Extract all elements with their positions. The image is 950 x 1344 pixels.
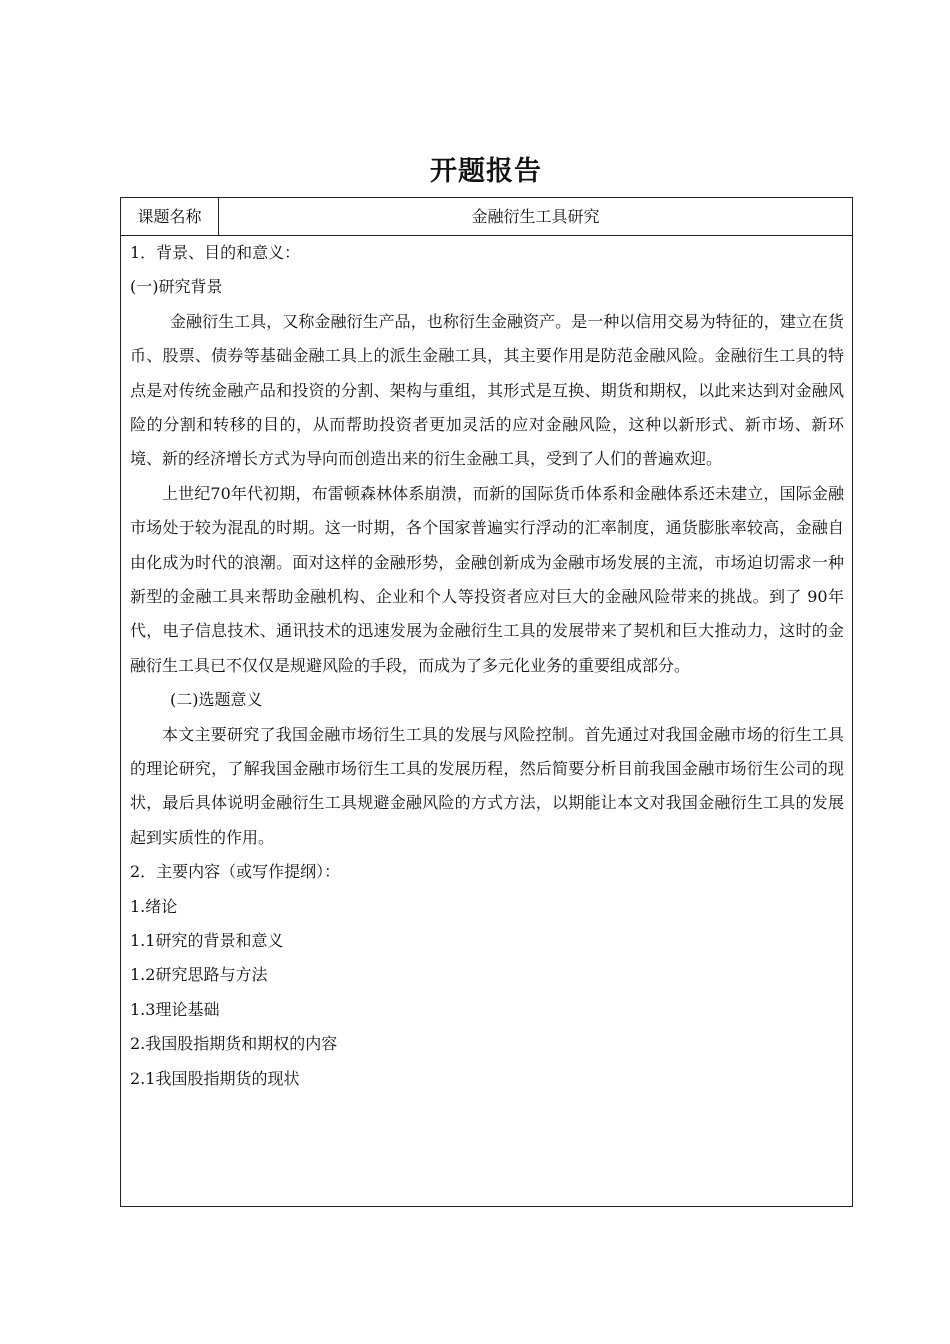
document-title: 开题报告: [430, 156, 542, 187]
significance-subheading: (二)选题意义: [170, 690, 263, 710]
outline-item: 1.2研究思路与方法: [130, 965, 268, 985]
outline-item: 2.1我国股指期货的现状: [130, 1068, 300, 1088]
outline-item: 1.绪论: [130, 896, 178, 916]
background-paragraph-1: 金融衍生工具，又称金融衍生产品，也称衍生金融资产。是一种以信用交易为特征的，建立在货币、股票、债券等基础金融工具上的派生金融工具，其主要作用是防范金融风险。金融衍生工具的特点是对传统金融产品和投资的分割、架构与重组，其形式是互换、期货和期权，以此来达到对金融风险的分割和转移的目的，从而帮助投资者更加灵活的应对金融风险，这种以新形式、新市场、新环境、新的经济增长方式为导向而创造出来的衍生金融工具，受到了人们的普遍欢迎。: [130, 311, 844, 469]
content-cell: [130, 236, 844, 1096]
section2-heading: 2．主要内容（或写作提纲）：: [130, 862, 341, 882]
background-subheading: (一)研究背景: [130, 277, 223, 297]
outline-item: 1.1研究的背景和意义: [130, 931, 284, 951]
subject-value: 金融衍生工具研究: [471, 207, 600, 226]
background-paragraph-2: 上世纪70年代初期，布雷顿森林体系崩溃，而新的国际货币体系和金融体系还未建立，国际金融市场处于较为混乱的时期。这一时期，各个国家普遍实行浮动的汇率制度，通货膨胀率较高，金融自由化成为时代的浪潮。面对这样的金融形势，金融创新成为金融市场发展的主流，市场迫切需求一种新型的金融工具来帮助金融机构、企业和个人等投资者应对巨大的金融风险带来的挑战。到了 90年代，电子信息技术、通讯技术的迅速发展为金融衍生工具的发展带来了契机和巨大推动力，这时的金融衍生工具已不仅仅是规避风险的手段，而成为了多元化业务的重要组成部分。: [130, 483, 844, 675]
subject-label: 课题名称: [121, 198, 219, 235]
significance-paragraph: 本文主要研究了我国金融市场衍生工具的发展与风险控制。首先通过对我国金融市场的衍生工具的理论研究，了解我国金融市场衍生工具的发展历程，然后简要分析目前我国金融市场衍生公司的现状，最后具体说明金融衍生工具规避金融风险的方式方法，以期能让本文对我国金融衍生工具的发展起到实质性的作用。: [130, 724, 844, 847]
section1-heading: 1．背景、目的和意义：: [130, 243, 301, 262]
subject-row: [121, 198, 852, 236]
outline-item: 2.我国股指期货和期权的内容: [130, 1034, 338, 1054]
proposal-form-table: [120, 197, 853, 1207]
outline-item: 1.3理论基础: [130, 999, 220, 1019]
